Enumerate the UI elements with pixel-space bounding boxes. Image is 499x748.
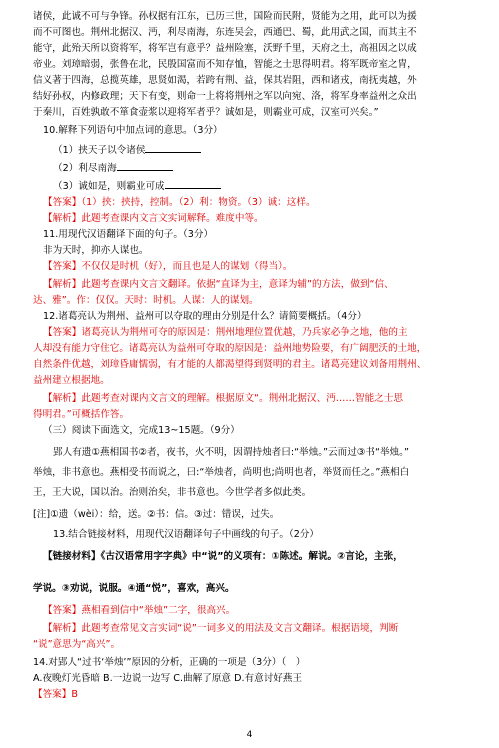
q12-stem: 12.诸葛亮认为荆州、益州可以夺取的理由分别是什么？请简要概括。（4分） <box>43 311 367 322</box>
q12-answer-2: 人却没有能力守住它。诸葛亮认为益州可夺取的原因是：益州地势险要，有广阔肥沃的土地， <box>33 343 427 354</box>
q13-answer: 【答案】燕相看到信中“举烛”二字，很高兴。 <box>43 605 236 616</box>
q13-link-1: 【链接材料】《古汉语常用字字典》中“说”的义项有：①陈述。解说。②言论，主张， <box>43 551 403 562</box>
q10-blank-3[interactable] <box>165 178 221 189</box>
passage-line-1: 诸侯，此诚不可与争锋。孙权据有江东，已历三世，国险而民附，贤能为之用，此可以为援 <box>33 11 417 22</box>
q10-item-3-text: （3）诚如是，则霸业可成 <box>53 181 165 192</box>
q12-analysis-1: 【解析】此题考查对课内文言文的理解。根据原文“。荆州北据汉、沔……智能之士思 <box>43 393 403 404</box>
q14-options: A.夜晚灯光昏暗 B.一边说一边写 C.曲解了原意 D.有意讨好燕王 <box>33 673 303 684</box>
q10-answer: 【答案】（1）挟：挟持，控制。（2）利：物资。（3）诚：这样。 <box>43 197 316 208</box>
passage2-line-3: 王，王大说，国以治。治则治矣，非书意也。今世学者多似此类。 <box>33 487 312 498</box>
q11-sentence: 非为天时，抑亦人谋也。 <box>43 245 149 256</box>
q13-stem: 13.结合链接材料，用现代汉语翻译句子中画线的句子。（2分） <box>53 529 319 540</box>
q12-analysis-2: 得明君。”可概括作答。 <box>33 409 130 420</box>
passage2-line-1: 郢人有遗①燕相国书②者，夜书，火不明，因谓持烛者曰:“举烛。”云而过③书“举烛。” <box>53 447 409 458</box>
q11-stem: 11.用现代汉语翻译下面的句子。（3分） <box>43 229 214 240</box>
q10-blank-1[interactable] <box>145 142 201 153</box>
section3-heading: （三）阅读下面选文，完成13~15题。（9分） <box>43 425 240 436</box>
q14-answer: 【答案】B <box>33 689 78 700</box>
q13-analysis-2: “说”意思为“高兴”。 <box>33 639 121 650</box>
q12-answer-4: 益州建立根据地。 <box>33 375 110 386</box>
q10-blank-2[interactable] <box>117 160 173 171</box>
q10-stem: 10.解释下列语句中加点词的意思。（3分） <box>43 125 223 136</box>
q13-analysis-1: 【解析】此题考查常见文言实词“说”一词多义的用法及文言文翻译。根据语境，判断 <box>43 623 399 634</box>
passage2-line-2: 举烛，非书意也。燕相受书而说之，曰:“举烛者，尚明也;尚明也者，举贤而任之。”燕相白 <box>33 467 410 478</box>
q10-item-3 <box>53 178 493 194</box>
q10-item-2 <box>53 160 493 176</box>
page-number: 4 <box>246 730 253 740</box>
q10-item-1 <box>53 142 493 158</box>
passage-line-6: 结好孙权，内修政理；天下有变，则命一上将将荆州之军以向宛、洛，将军身率益州之众出 <box>33 91 417 102</box>
q10-analysis: 【解析】此题考查课内文言文实词解释。难度中等。 <box>43 213 264 224</box>
passage2-notes: [注]①遗（wèi）：给，送。②书：信。③过：错误，过失。 <box>33 509 280 520</box>
passage-line-7: 于秦川，百姓孰敢不箪食壶浆以迎将军者乎？诚如是，则霸业可成，汉室可兴矣。” <box>33 107 379 118</box>
passage-line-2: 而不可图也。荆州北据汉、沔，利尽南海，东连吴会，西通巴、蜀，此用武之国，而其主不 <box>33 27 417 38</box>
q10-item-2-text: （2）利尽南海 <box>53 163 117 174</box>
q10-item-1-text: （1）挟天子以令诸侯 <box>53 145 146 156</box>
q12-answer-1: 【答案】诸葛亮认为荆州可夺的原因是：荆州地理位置优越，乃兵家必争之地，他的主 <box>43 327 408 338</box>
q11-analysis-1: 【解析】此题考查课内文言文翻译。依据“直译为主，意译为辅”的方法，做到“信、 <box>43 279 394 290</box>
passage-line-5: 信义著于四海，总揽英雄，思贤如渴，若跨有荆、益，保其岩阻，西和诸戎，南抚夷越，外 <box>33 75 417 86</box>
passage-line-4: 帝业。刘璋暗弱，张鲁在北，民殷国富而不知存恤，智能之士思得明君。将军既帝室之胄， <box>33 59 417 70</box>
q11-analysis-2: 达、雅”。作：仅仅。天时：时机。人谋：人的谋划。 <box>33 295 259 306</box>
q13-link-2: 学说。③劝说，说服。④通“悦”，喜欢，高兴。 <box>33 583 235 594</box>
q11-answer: 【答案】不仅仅是时机（好），而且也是人的谋划（得当）。 <box>43 261 293 272</box>
q14-stem: 14.对郢人“过书‘举烛’”原因的分析，正确的一项是（3分）（ ） <box>33 657 306 668</box>
q12-answer-3: 自然条件优越，刘璋昏庸懦弱，有才能的人都渴望得到贤明的君主。诸葛亮建议刘备用荆州、 <box>33 359 427 370</box>
passage-line-3: 能守，此殆天所以资将军，将军岂有意乎？益州险塞，沃野千里，天府之土，高祖因之以成 <box>33 43 417 54</box>
